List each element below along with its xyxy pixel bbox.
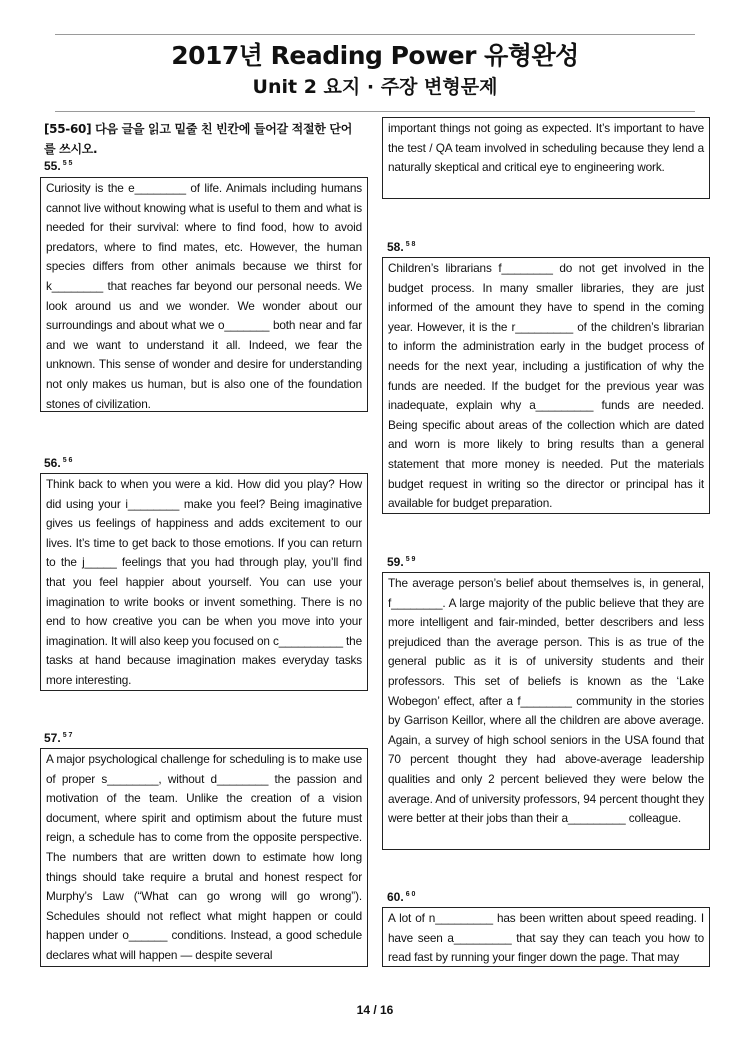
question-number: 55. [44,159,61,173]
question-sup: 5 6 [62,457,73,464]
question-55-label [44,159,72,173]
question-number: 58. [387,240,404,254]
question-56-passage: Think back to when you were a kid. How did you play? How did using your i________ make you feel? Being imaginative gives us feelings of happiness and adds excitement to our lives. It’s time to get back to those emotions. If you can return to the j_____ feelings that you had through play, you’ll find that you feel happier about yourself. You can use your imagination to write books or invent something. There is no end to how creative you can be when you move into your imagination. It will also keep you focused on c__________ the tasks at hand because imagination makes everyday tasks more interesting. [40,473,368,691]
question-59-passage: The average person’s belief about themselves is, in general, f________. A large majority of the public believe that they are more intelligent and fair-minded, better describers and less prejudiced than the average person. This is as true of the general public as it is of university students and their professors. This set of beliefs is known as the ‘Lake Wobegon’ effect, after a f________ community in the stories by Garrison Keillor, where all the children are above average. Again, a survey of high school seniors in the USA found that 70 percent thought they had above-average leadership qualities and only 2 percent believed they were below the average. And of university professors, 94 percent thought they were better at their jobs than their a_________ colleague. [382,572,710,850]
instruction: [55-60] 다음 글을 읽고 밑줄 친 빈칸에 들어갈 적절한 단어를 쓰시오. [44,122,352,156]
question-sup: 6 0 [405,891,416,898]
header-rule [55,111,695,112]
question-sup: 5 9 [405,556,416,563]
question-58-passage: Children’s librarians f________ do not get involved in the budget process. In many smaller libraries, they are just informed of the amount they have to spend in the coming year. However, it is the r_________ of the children’s librarian to inform the administration early in the budget process of needs for the next year, including a justification of why the funds are needed. If the budget for the previous year was inadequate, explain why a_________ funds are needed. Being specific about areas of the collection which are dated and worn is more likely to bring results than a general statement that more money is needed. Put the materials budget request in writing so the director or principal has it available for budget preparation. [382,257,710,514]
question-59-label [387,555,415,569]
question-57-label [44,731,72,745]
question-57-passage-continued: important things not going as expected. It’s important to have the test / QA team involved in scheduling because they lend a naturally skeptical and critical eye to engineering work. [382,117,710,199]
question-number: 59. [387,555,404,569]
question-number: 60. [387,890,404,904]
question-55-passage: Curiosity is the e________ of life. Animals including humans cannot live without knowing what is useful to them and what is needed for their survival: where to find food, how to avoid predators, where to find mates, etc. However, the human species differs from other animals because we thirst for k________ that reaches far beyond our personal needs. We look around us and we wonder. We wonder about our surroundings and about what we o_______ both near and far and we want to understand it all. Indeed, we fear the unknown. This sense of wonder and desire for understanding not only makes us human, but is also one of the foundation stones of civilization. [40,177,368,412]
question-60-passage: A lot of n_________ has been written about speed reading. I have seen a_________ that say they can teach you how to read fast by running your finger down the page. That may [382,907,710,967]
question-number: 56. [44,456,61,470]
question-sup: 5 7 [62,732,73,739]
question-sup: 5 8 [405,241,416,248]
question-60-label [387,890,415,904]
page-subtitle: Unit 2 요지 · 주장 변형문제 [252,76,498,98]
question-number: 57. [44,731,61,745]
question-sup: 5 5 [62,160,73,167]
page-number: 14 / 16 [356,1003,394,1017]
top-rule [55,34,695,35]
question-56-label [44,456,72,470]
page-title: 2017년 Reading Power 유형완성 [171,41,579,70]
question-57-passage: A major psychological challenge for scheduling is to make use of proper s________, without d________ the passion and motivation of the team. Unlike the creation of a vision document, where spirit and optimism about the future must reign, a schedule has to come from the opposite perspective. The numbers that are written down to estimate how long things should take require a brutal and honest respect for Murphy’s Law (“What can go wrong will go wrong”). Schedules should not reflect what might happen or could happen under o______ conditions. Instead, a good schedule declares what will happen — despite several [40,748,368,967]
question-58-label [387,240,415,254]
